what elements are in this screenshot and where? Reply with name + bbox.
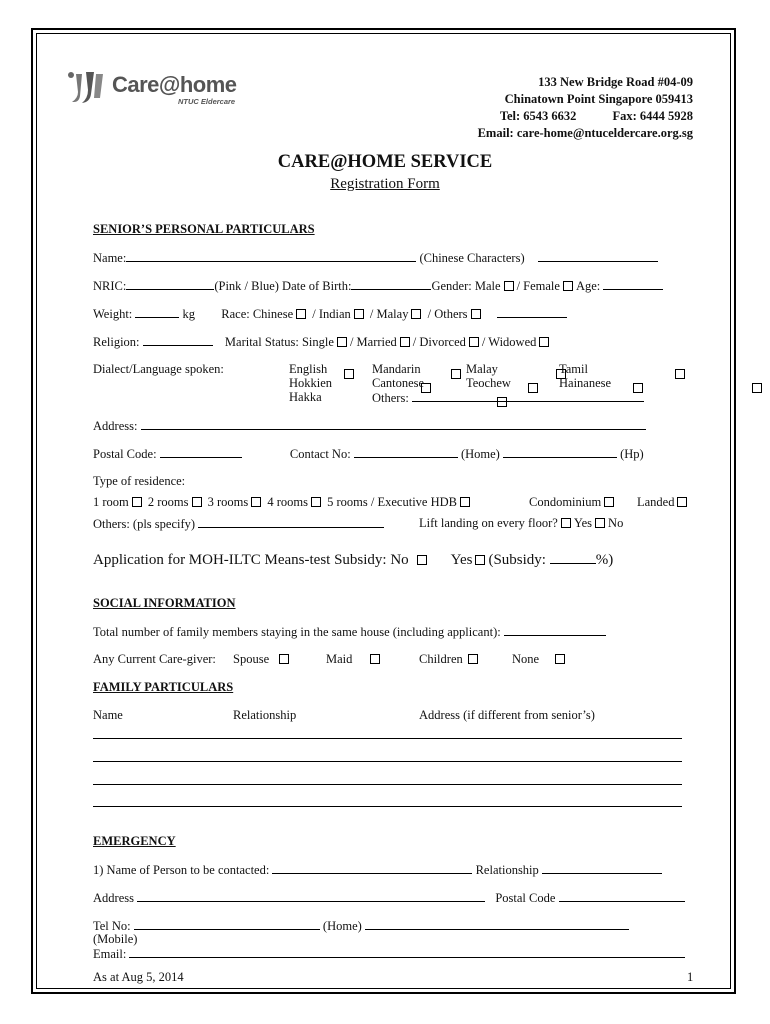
family-total-label: Total number of family members staying in the same house (including applicant): bbox=[93, 625, 501, 639]
condo-checkbox[interactable] bbox=[604, 497, 614, 507]
emergency-person-row bbox=[93, 862, 662, 878]
gender-label: Gender: Male bbox=[431, 279, 501, 293]
res-3-rooms-checkbox[interactable] bbox=[251, 497, 261, 507]
none-label: None bbox=[512, 652, 540, 666]
others-specify-field[interactable] bbox=[198, 516, 384, 528]
res-2-rooms-label: 2 rooms bbox=[147, 495, 189, 509]
female-checkbox[interactable] bbox=[563, 281, 573, 291]
fax-text: Fax: 6444 5928 bbox=[612, 109, 693, 123]
lift-no-checkbox[interactable] bbox=[595, 518, 605, 528]
contact-block bbox=[478, 74, 693, 142]
age-field[interactable] bbox=[603, 278, 663, 290]
chinese-label: (Chinese Characters) bbox=[419, 251, 525, 265]
residence-row bbox=[93, 495, 473, 510]
lang-english bbox=[289, 362, 327, 377]
married-label: / Married bbox=[349, 335, 397, 349]
lang-others-field[interactable] bbox=[412, 390, 644, 402]
others-specify-row bbox=[93, 516, 384, 532]
address-line-2: Chinatown Point Singapore 059413 bbox=[504, 92, 693, 106]
emergency-email-field[interactable] bbox=[129, 946, 685, 958]
page-number: 1 bbox=[687, 970, 694, 984]
family-total-field[interactable] bbox=[504, 624, 606, 636]
subsidy-yes-label: Yes bbox=[450, 552, 473, 568]
weight-row bbox=[93, 306, 567, 322]
maid-checkbox[interactable] bbox=[370, 654, 380, 664]
emergency-mobile-label: (Mobile) bbox=[93, 932, 138, 946]
emergency-person-label: 1) Name of Person to be contacted: bbox=[93, 863, 270, 877]
spouse-label: Spouse bbox=[233, 652, 270, 666]
logo-mark-icon bbox=[66, 70, 110, 104]
lang-malay bbox=[466, 362, 498, 377]
tel-text: Tel: 6543 6632 bbox=[499, 109, 577, 123]
emergency-postal-label: Postal Code bbox=[495, 891, 556, 905]
family-col-name: Name bbox=[93, 708, 123, 722]
postal-row bbox=[93, 446, 644, 462]
caregiver-spouse bbox=[233, 652, 292, 667]
res-4-rooms-checkbox[interactable] bbox=[311, 497, 321, 507]
emergency-email-row bbox=[93, 946, 685, 962]
emergency-address-row bbox=[93, 890, 685, 906]
section-heading-family: FAMILY PARTICULARS bbox=[93, 680, 234, 694]
weight-label: Weight: bbox=[93, 307, 133, 321]
lift-label: Lift landing on every floor? bbox=[419, 516, 558, 530]
emergency-relationship-label: Relationship bbox=[475, 863, 539, 877]
widowed-checkbox[interactable] bbox=[539, 337, 549, 347]
careathome-logo bbox=[66, 70, 241, 110]
cantonese-label: Cantonese bbox=[372, 376, 425, 390]
tamil-label: Tamil bbox=[559, 362, 588, 376]
address-line-1: 133 New Bridge Road #04-09 bbox=[538, 75, 693, 89]
res-1-room-checkbox[interactable] bbox=[132, 497, 142, 507]
lift-yes-checkbox[interactable] bbox=[561, 518, 571, 528]
english-checkbox[interactable] bbox=[344, 369, 354, 379]
section-heading-emergency: EMERGENCY bbox=[93, 834, 176, 848]
dob-field[interactable] bbox=[351, 278, 431, 290]
caregiver-maid bbox=[326, 652, 383, 667]
maid-label: Maid bbox=[326, 652, 353, 666]
single-checkbox[interactable] bbox=[337, 337, 347, 347]
emergency-address-label: Address bbox=[93, 891, 134, 905]
lang-others bbox=[372, 390, 644, 406]
address-field[interactable] bbox=[141, 418, 646, 430]
subsidy-no-checkbox[interactable] bbox=[417, 555, 427, 565]
none-checkbox[interactable] bbox=[555, 654, 565, 664]
lang-tamil bbox=[559, 362, 588, 377]
emergency-relationship-field[interactable] bbox=[542, 862, 662, 874]
name-field[interactable] bbox=[126, 250, 416, 262]
family-col-address: Address (if different from senior’s) bbox=[419, 708, 595, 722]
mandarin-checkbox[interactable] bbox=[451, 369, 461, 379]
family-line-1[interactable] bbox=[93, 738, 682, 739]
emergency-home-label: (Home) bbox=[322, 919, 362, 933]
lang-cantonese bbox=[372, 376, 424, 391]
married-checkbox[interactable] bbox=[400, 337, 410, 347]
landed-checkbox[interactable] bbox=[677, 497, 687, 507]
others-race-checkbox[interactable] bbox=[471, 309, 481, 319]
emergency-tel-row bbox=[93, 918, 629, 934]
female-label: / Female bbox=[516, 279, 560, 293]
res-5-rooms-checkbox[interactable] bbox=[460, 497, 470, 507]
subsidy-row bbox=[93, 550, 613, 569]
weight-field[interactable] bbox=[135, 306, 179, 318]
landed-label: Landed bbox=[637, 495, 675, 509]
section-heading-seniors: SENIOR’S PERSONAL PARTICULARS bbox=[93, 222, 315, 236]
family-col-relationship: Relationship bbox=[233, 708, 297, 722]
religion-row bbox=[93, 334, 552, 350]
res-1-room-label: 1 room bbox=[93, 495, 129, 509]
percent-sign: %) bbox=[595, 552, 614, 568]
race-label: Race: Chinese bbox=[221, 307, 294, 321]
emergency-email-label: Email: bbox=[93, 947, 127, 961]
pink-blue-dob-label: (Pink / Blue) Date of Birth: bbox=[214, 279, 352, 293]
address-row bbox=[93, 418, 646, 434]
caregiver-children bbox=[419, 652, 481, 667]
male-checkbox[interactable] bbox=[504, 281, 514, 291]
subsidy-percent-label: (Subsidy: bbox=[488, 552, 546, 568]
lang-others-label: Others: bbox=[372, 391, 409, 405]
malay-checkbox[interactable] bbox=[411, 309, 421, 319]
lang-hainanese bbox=[559, 376, 611, 391]
emergency-home-field[interactable] bbox=[134, 918, 320, 930]
logo-sub-text: NTUC Eldercare bbox=[178, 97, 236, 106]
spouse-checkbox[interactable] bbox=[279, 654, 289, 664]
hokkien-label: Hokkien bbox=[289, 376, 333, 390]
landed-option bbox=[637, 495, 690, 510]
chinese-checkbox[interactable] bbox=[296, 309, 306, 319]
dialect-label: Dialect/Language spoken: bbox=[93, 362, 224, 376]
section-heading-social: SOCIAL INFORMATION bbox=[93, 596, 236, 610]
religion-field[interactable] bbox=[143, 334, 213, 346]
logo-brand-text: Care@home bbox=[112, 72, 237, 97]
emergency-address-field[interactable] bbox=[137, 890, 485, 902]
children-label: Children bbox=[419, 652, 463, 666]
children-checkbox[interactable] bbox=[468, 654, 478, 664]
divorced-checkbox[interactable] bbox=[469, 337, 479, 347]
emergency-tel-label: Tel No: bbox=[93, 919, 131, 933]
home-label: (Home) bbox=[460, 447, 500, 461]
family-line-3[interactable] bbox=[93, 784, 682, 785]
others-specify-label: Others: (pls specify) bbox=[93, 517, 196, 531]
age-label: Age: bbox=[575, 279, 601, 293]
nric-row bbox=[93, 278, 663, 294]
hakka-label: Hakka bbox=[289, 390, 322, 404]
res-3-rooms-label: 3 rooms bbox=[207, 495, 249, 509]
emergency-postal-field[interactable] bbox=[559, 890, 685, 902]
family-line-4[interactable] bbox=[93, 806, 682, 807]
family-line-2[interactable] bbox=[93, 761, 682, 762]
divorced-label: / Divorced bbox=[412, 335, 466, 349]
contact-no-label: Contact No: bbox=[289, 447, 351, 461]
emergency-person-field[interactable] bbox=[272, 862, 472, 874]
mandarin-label: Mandarin bbox=[372, 362, 421, 376]
emergency-mobile-field[interactable] bbox=[365, 918, 629, 930]
address-label: Address: bbox=[93, 419, 138, 433]
lang-hokkien bbox=[289, 376, 332, 391]
nric-field[interactable] bbox=[126, 278, 214, 290]
condo-option bbox=[529, 495, 617, 510]
nric-label: NRIC: bbox=[93, 279, 127, 293]
residence-label: Type of residence: bbox=[93, 474, 186, 488]
indian-checkbox[interactable] bbox=[354, 309, 364, 319]
caregiver-none bbox=[512, 652, 568, 667]
condo-label: Condominium bbox=[529, 495, 602, 509]
postal-field[interactable] bbox=[160, 446, 242, 458]
teochew-label: Teochew bbox=[466, 376, 511, 390]
caregiver-row bbox=[93, 652, 216, 667]
email-line: Email: care-home@ntuceldercare.org.sg bbox=[477, 126, 693, 140]
res-2-rooms-checkbox[interactable] bbox=[192, 497, 202, 507]
others-race-label: / Others bbox=[427, 307, 468, 321]
subsidy-label: Application for MOH-ILTC Means-test Subsidy: No bbox=[93, 552, 409, 568]
name-label: Name: bbox=[93, 251, 127, 265]
others-race-field[interactable] bbox=[497, 306, 567, 318]
hainanese-label: Hainanese bbox=[559, 376, 612, 390]
religion-label: Religion: bbox=[93, 335, 140, 349]
res-4-rooms-label: 4 rooms bbox=[267, 495, 309, 509]
english-label: English bbox=[289, 362, 328, 376]
res-5-rooms-label: 5 rooms / Executive HDB bbox=[327, 495, 457, 509]
lang-mandarin bbox=[372, 362, 421, 377]
lift-no-label: No bbox=[608, 516, 624, 530]
malay-lang-label: Malay bbox=[466, 362, 498, 376]
lift-row bbox=[419, 516, 623, 531]
family-total-row bbox=[93, 624, 606, 640]
hp-label: (Hp) bbox=[620, 447, 644, 461]
postal-label: Postal Code: bbox=[93, 447, 157, 461]
form-title: CARE@HOME SERVICE bbox=[277, 152, 493, 172]
form-subtitle: Registration Form bbox=[330, 176, 440, 192]
subsidy-percent-field[interactable] bbox=[550, 550, 596, 564]
lang-hakka bbox=[289, 390, 322, 405]
hp-field[interactable] bbox=[503, 446, 617, 458]
caregiver-label: Any Current Care-giver: bbox=[93, 652, 216, 666]
marital-label: Marital Status: Single bbox=[224, 335, 334, 349]
subsidy-yes-checkbox[interactable] bbox=[475, 555, 485, 565]
widowed-label: / Widowed bbox=[481, 335, 537, 349]
chinese-name-field[interactable] bbox=[538, 250, 658, 262]
malay-label: / Malay bbox=[369, 307, 409, 321]
lift-yes-label: Yes bbox=[573, 516, 593, 530]
name-row bbox=[93, 250, 658, 266]
indian-label: / Indian bbox=[312, 307, 351, 321]
footer-date: As at Aug 5, 2014 bbox=[93, 970, 184, 984]
tel-fax-line bbox=[478, 108, 693, 125]
hainanese-checkbox[interactable] bbox=[752, 383, 762, 393]
kg-label: kg bbox=[182, 307, 196, 321]
lang-teochew bbox=[466, 376, 511, 391]
tamil-checkbox[interactable] bbox=[675, 369, 685, 379]
home-phone-field[interactable] bbox=[354, 446, 458, 458]
